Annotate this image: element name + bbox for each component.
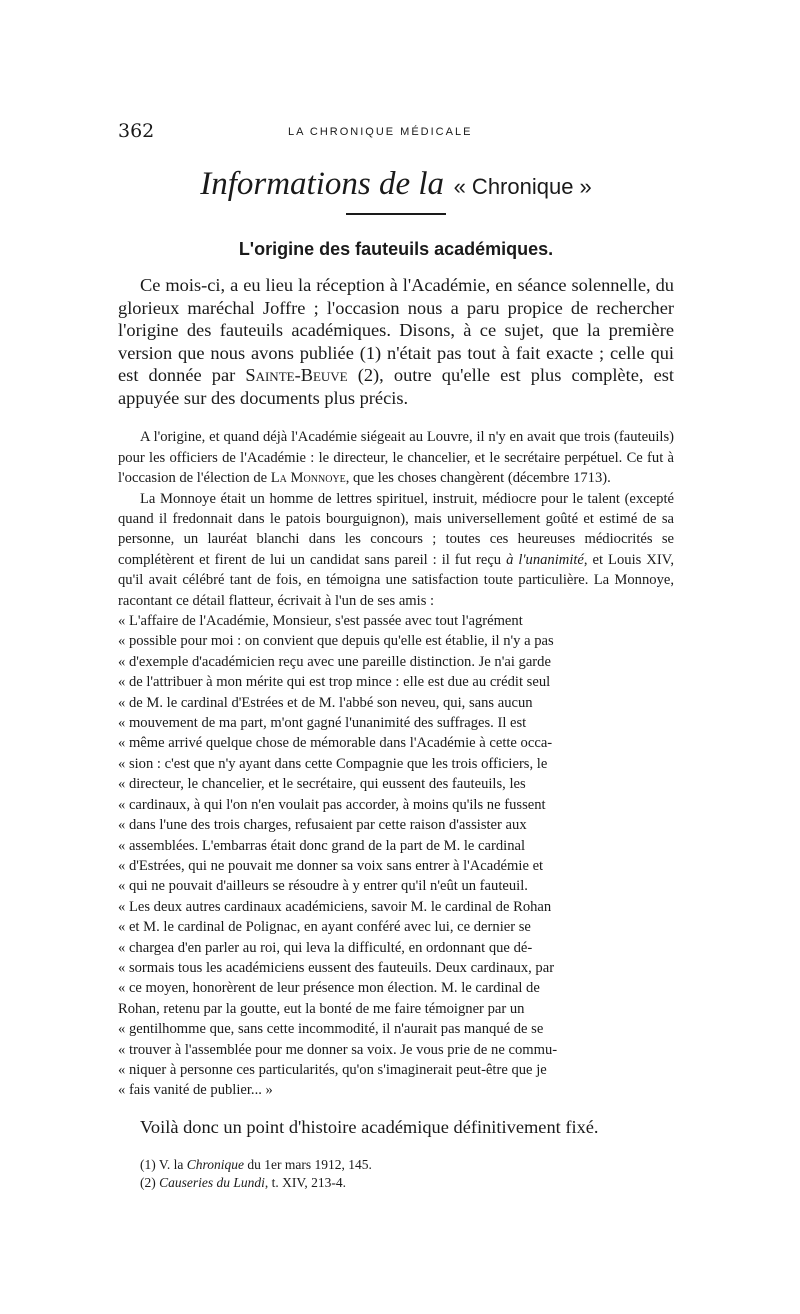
la-monnoye-name: La Monnoye xyxy=(270,470,346,487)
quote-line: « et M. le cardinal de Polignac, en ayant conféré avec lui, ce dernier se xyxy=(118,919,531,936)
quote-line: « d'exemple d'académicien reçu avec une pareille distinction. Je n'ai garde xyxy=(118,653,551,670)
quote-line: « Les deux autres cardinaux académiciens, savoir M. le cardinal de Rohan xyxy=(118,898,552,915)
author-name: Sainte-Beuve xyxy=(245,365,348,385)
title-script: Informations de la xyxy=(200,166,445,202)
running-head: LA CHRONIQUE MÉDICALE xyxy=(288,126,473,138)
page xyxy=(118,120,674,1192)
page-number: 362 xyxy=(118,120,155,142)
quote-line: « mouvement de ma part, m'ont gagné l'unanimité des suffrages. Il est xyxy=(118,715,527,732)
quote-line: « sion : c'est que n'y ayant dans cette Compagnie que les trois officiers, le xyxy=(118,755,548,772)
quote-line: « directeur, le chancelier, et le secrétaire, qui eussent des fauteuils, les xyxy=(118,776,526,793)
quote-line: « ce moyen, honorèrent de leur présence mon élection. M. le cardinal de xyxy=(118,980,540,997)
quote-line: « chargea d'en parler au roi, qui leva la difficulté, en ordonnant que dé- xyxy=(118,939,533,956)
quote-line: « possible pour moi : on convient que depuis qu'elle est établie, il n'y a pas xyxy=(118,633,554,650)
lead-text-2: (2), outre qu'elle est plus complète, est appuyée sur des documents plus précis. xyxy=(118,365,674,408)
quote-line: « niquer à personne ces particularités, qu'on s'imaginerait peut-être que je xyxy=(118,1061,547,1078)
footnote-2-post: , t. XIV, 213-4. xyxy=(264,1175,347,1191)
page-title xyxy=(118,166,674,205)
quote-line: Rohan, retenu par la goutte, eut la bonté de me faire témoigner par un xyxy=(118,1000,525,1017)
quote-line: « dans l'une des trois charges, refusaient par cette raison d'assister aux xyxy=(118,817,527,834)
footnote-1-post: du 1er mars 1912, 145. xyxy=(244,1157,372,1173)
footnote-1 xyxy=(140,1156,674,1174)
footnote-1-pre: (1) V. la xyxy=(140,1157,187,1173)
section-heading: L'origine des fauteuils académiques. xyxy=(238,239,554,259)
quote-line: « assemblées. L'embarras était donc grand de la part de M. le cardinal xyxy=(118,837,526,854)
para2-italic: à l'unanimité xyxy=(506,551,584,568)
body-text xyxy=(118,427,674,1100)
quote-line: « trouver à l'assemblée pour me donner sa voix. Je vous prie de ne commu- xyxy=(118,1041,558,1058)
para2-text-2: , et Louis XIV, qu'il avait célébré tant de fois, en témoigna une satisfaction toute particulière. La Monnoye, racontant ce détail flatteur, écrivait à l'un de ses amis : xyxy=(118,551,674,609)
quote-line: « de M. le cardinal d'Estrées et de M. l'abbé son neveu, qui, sans aucun xyxy=(118,694,533,711)
title-chronique: « Chronique » xyxy=(453,174,592,199)
title-rule xyxy=(346,213,446,215)
footnote-2-italic: Causeries du Lundi xyxy=(159,1175,265,1191)
quote-line: « sormais tous les académiciens eussent des fauteuils. Deux cardinaux, par xyxy=(118,959,555,976)
quote-line: « de l'attribuer à mon mérite qui est trop mince : elle est due au crédit seul xyxy=(118,674,551,691)
quote-line: « gentilhomme que, sans cette incommodité, il n'aurait pas manqué de se xyxy=(118,1021,544,1038)
quote-line: « fais vanité de publier... » xyxy=(118,1082,273,1099)
letter-quote xyxy=(118,611,674,1101)
quote-line: « même arrivé quelque chose de mémorable dans l'Académie à cette occa- xyxy=(118,735,553,752)
paragraph-1 xyxy=(118,427,674,488)
footnote-2 xyxy=(140,1174,674,1192)
quote-line: « d'Estrées, qui ne pouvait me donner sa voix sans entrer à l'Académie et xyxy=(118,857,544,874)
footnotes xyxy=(118,1156,674,1192)
paragraph-2 xyxy=(118,489,674,611)
footnote-1-italic: Chronique xyxy=(186,1157,244,1173)
footnote-2-pre: (2) xyxy=(140,1175,160,1191)
lead-text-1: Ce mois-ci, a eu lieu la réception à l'Académie, en séance solennelle, du glorieux maréchal Joffre ; l'occasion nous a paru propice de rechercher l'origine des fauteuils académiques. Disons, à ce sujet, que la première version que nous avons publiée (1) n'était pas tout à fait exacte ; celle qui est donnée par xyxy=(118,275,674,385)
closing-line: Voilà donc un point d'histoire académique définitivement fixé. xyxy=(140,1116,599,1137)
quote-line: « cardinaux, à qui l'on n'en voulait pas accorder, à moins qu'ils ne fussent xyxy=(118,796,546,813)
para2-text-1: La Monnoye était un homme de lettres spirituel, instruit, médiocre pour le talent (excepté quand il fredonnait dans le patois bourguignon), mais universellement goûté et estimé de sa personne, un lauréat blanchi dans les concours ; toutes ces heureuses médiocrités se complétèrent et firent de lui un candidat sans pareil : il fut reçu xyxy=(118,490,674,568)
para1-text-2: , que les choses changèrent (décembre 1713). xyxy=(345,470,611,487)
quote-line: « qui ne pouvait d'ailleurs se résoudre à y entrer qu'il n'eût un fauteuil. xyxy=(118,878,528,895)
para1-text-1: A l'origine, et quand déjà l'Académie siégeait au Louvre, il n'y en avait que trois (fauteuils) pour les officiers de l'Académie : le directeur, le chancelier, et le secrétaire perpétuel. Ce fut à l'occasion de l'élection de xyxy=(118,429,674,487)
page-header xyxy=(118,120,674,146)
lead-paragraph xyxy=(118,274,674,409)
quote-line: « L'affaire de l'Académie, Monsieur, s'est passée avec tout l'agrément xyxy=(118,613,523,630)
